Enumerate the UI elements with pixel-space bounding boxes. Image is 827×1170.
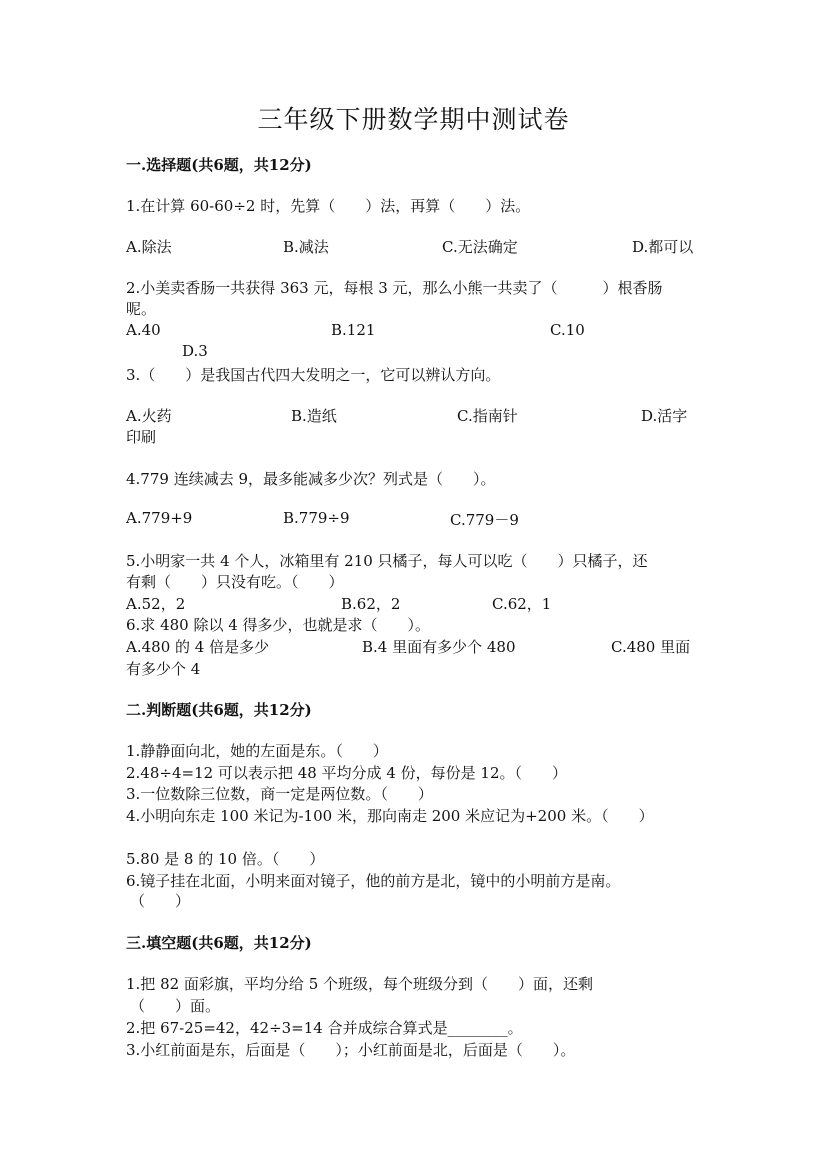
question-text: 5.小明家一共 4 个人，冰箱里有 210 只橘子，每人可以吃（ ）只橘子，还 (126, 552, 648, 570)
option-c: C.指南针 (457, 407, 518, 425)
question-text: 6.求 480 除以 4 得多少，也就是求（ ）。 (126, 616, 431, 634)
option-a: A.除法 (126, 238, 172, 256)
option-c: C.无法确定 (442, 238, 518, 256)
option-c: C.10 (550, 321, 585, 339)
page-title: 三年级下册数学期中测试卷 (257, 105, 570, 134)
fill-text: 2.把 67-25=42，42÷3=14 合并成综合算式是________。 (126, 1019, 523, 1037)
question-text: 有剩（ ）只没有吃。（ ） (126, 573, 344, 591)
option-b: B.减法 (283, 238, 329, 256)
option-c-cont: 有多少个 4 (126, 660, 201, 678)
option-d: D.活字 (641, 407, 688, 425)
option-b: B.779÷9 (283, 509, 350, 527)
option-b: B.121 (331, 321, 376, 339)
statement-text: 4.小明向东走 100 米记为-100 米，那向南走 200 米应记为+200 米。（ ） (126, 807, 654, 825)
question-text: 4.779 连续减去 9，最多能减多少次？列式是（ ）。 (126, 470, 496, 488)
fill-text: （ ）面。 (130, 997, 221, 1015)
option-b: B.造纸 (291, 407, 337, 425)
option-a: A.火药 (126, 407, 172, 425)
option-d: D.都可以 (632, 238, 694, 256)
section-heading-choice: 一.选择题(共6题，共12分) (126, 156, 312, 174)
option-d-cont: 印刷 (126, 428, 157, 446)
question-text: 1.在计算 60-60÷2 时，先算（ ）法，再算（ ）法。 (126, 197, 531, 215)
option-a: A.779+9 (126, 509, 193, 527)
statement-text: 6.镜子挂在北面，小明来面对镜子，他的前方是北，镜中的小明前方是南。 (126, 872, 621, 890)
option-d: D.3 (182, 342, 208, 360)
fill-text: 3.小红前面是东，后面是（ ）；小红前面是北，后面是（ ）。 (126, 1041, 576, 1059)
statement-text: 1.静静面向北，她的左面是东。（ ） (126, 742, 388, 760)
question-text: 呢。 (126, 300, 157, 318)
section-heading-judge: 二.判断题(共6题，共12分) (126, 701, 312, 719)
option-c: C.62，1 (492, 595, 552, 613)
option-a: A.480 的 4 倍是多少 (126, 638, 270, 656)
option-b: B.62，2 (341, 595, 401, 613)
option-c: C.779－9 (450, 511, 519, 529)
option-b: B.4 里面有多少个 480 (362, 638, 516, 656)
statement-text: 2.48÷4=12 可以表示把 48 平均分成 4 份，每份是 12。（ ） (126, 764, 567, 782)
question-text: 2.小美卖香肠一共获得 363 元，每根 3 元，那么小熊一共卖了（ ）根香肠 (126, 279, 663, 297)
question-text: 3.（ ）是我国古代四大发明之一，它可以辨认方向。 (126, 366, 501, 384)
option-a: A.52，2 (126, 595, 186, 613)
section-heading-fill: 三.填空题(共6题，共12分) (126, 934, 312, 952)
option-c: C.480 里面 (611, 638, 691, 656)
fill-text: 1.把 82 面彩旗，平均分给 5 个班级，每个班级分到（ ）面，还剩 (126, 975, 594, 993)
option-a: A.40 (126, 321, 161, 339)
statement-text: 5.80 是 8 的 10 倍。（ ） (126, 850, 325, 868)
statement-text: （ ） (130, 892, 191, 910)
statement-text: 3.一位数除三位数，商一定是两位数。（ ） (126, 785, 433, 803)
